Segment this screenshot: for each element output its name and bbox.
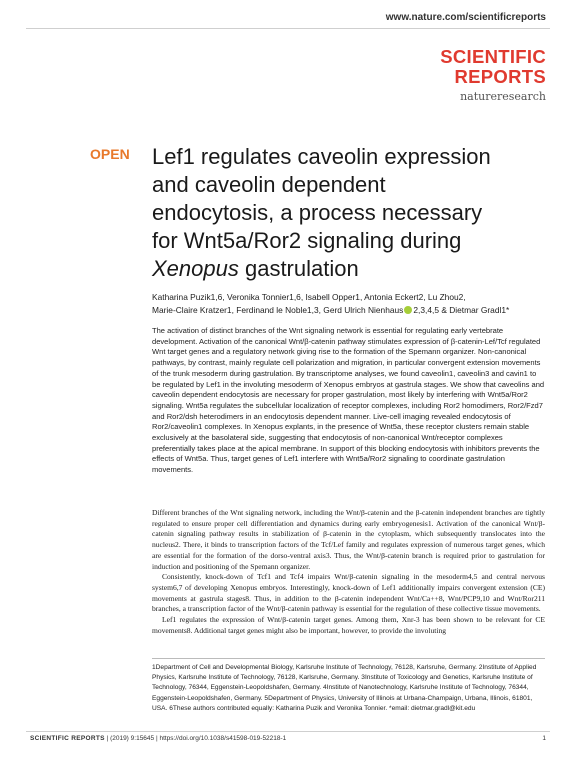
header-divider (26, 28, 550, 29)
main-text (152, 508, 545, 636)
logo-line-reports: REPORTS (454, 65, 546, 87)
authors-line: 2,3,4,5 & Dietmar Gradl1* (413, 305, 510, 315)
open-access-badge: OPEN (90, 146, 130, 162)
journal-logo (440, 48, 546, 102)
article-title (152, 143, 552, 283)
title-line: Lef1 regulates caveolin expression (152, 144, 491, 169)
page-number: 1 (542, 735, 546, 742)
footer-divider (26, 731, 550, 732)
body-paragraph: Consistently, knock-down of Tcf1 and Tcf4 impairs Wnt/β-catenin signaling in the mesoderm4,5 and central nervous system6,7 of developing Xenopus embryos. Interestingly, knock-down of Lef1 additionally impairs convergent extension (CE) movements at gastrula stages8. Thus, in addition to the β-catenin independent Wnt/Ca++8, Wnt/PCP9,10 and Wnt/Ror211 branches, a transcription factor of the Wnt/β-catenin pathway is essential for the regulation of these collective tissue movements. (152, 572, 545, 614)
affiliations: 1Department of Cell and Developmental Biology, Karlsruhe Institute of Technology, 76128, Karlsruhe, Germany. 2Institute of Applied Physics, Karlsruhe Institute of Technology, 76128, Karlsruhe, Germany. 3Institute of Toxicology and Genetics, Karlsruhe Institute of Technology, 76344, Eggenstein-Leopoldshafen, Germany. 4Institute of Nanotechnology, Karlsruhe Institute of Technology, 76344, Eggenstein-Leopoldshafen, Germany. 5Department of Physics, University of Illinois at Urbana-Champaign, Urbana, Illinois, 61801, USA. 6These authors contributed equally: Katharina Puzik and Veronika Tonnier. *email: dietmar.gradl@kit.edu (152, 664, 537, 712)
orcid-icon[interactable] (404, 306, 412, 314)
header-bar (0, 0, 576, 30)
footer-separator: | (104, 735, 111, 742)
footer-journal: SCIENTIFIC REPORTS (30, 735, 105, 742)
body-paragraph: Lef1 regulates the expression of Wnt/β-catenin target genes. Among them, Xnr-3 has been shown to be relevant for CE movements8. Additional target genes might also be important, however, to provide the involuting (152, 615, 545, 635)
author-list (152, 291, 547, 317)
title-species: Xenopus (152, 256, 239, 281)
footer-doi[interactable]: | https://doi.org/10.1038/s41598-019-52218-1 (154, 735, 287, 742)
footer-citation (30, 735, 286, 742)
title-line: gastrulation (238, 256, 359, 281)
title-line: for Wnt5a/Ror2 signaling during (152, 228, 462, 253)
authors-line: Marie-Claire Kratzer1, Ferdinand le Noble1,3, Gerd Ulrich Nienhaus (152, 305, 404, 315)
title-line: endocytosis, a process necessary (152, 200, 483, 225)
title-line: and caveolin dependent (152, 172, 386, 197)
authors-line: Katharina Puzik1,6, Veronika Tonnier1,6, Isabell Opper1, Antonia Eckert2, Lu Zhou2, (152, 292, 466, 302)
footer-volume: (2019) 9:15645 (110, 735, 155, 742)
journal-url[interactable]: www.nature.com/scientificreports (385, 12, 546, 23)
logo-line-publisher: natureresearch (460, 90, 546, 103)
logo-line-scientific: SCIENTIFIC (440, 46, 546, 67)
body-paragraph: Different branches of the Wnt signaling network, including the Wnt/β-catenin and the β-catenin independent branches are tightly regulated to ensure proper cell differentiation and dynamics during early embryogenesis1. Activation of the canonical Wnt/β-catenin signaling pathway results in stabilization of β-catenin in the cytoplasm, which subsequently translocates into the nucleus2. There, it binds to transcription factors of the Tcf/Lef family and regulates expression of numerous target genes, which are essential for the formation of the dorso-ventral axis3. Thus, the Wnt/β-catenin branch is required prior to gastrulation for induction and positioning of the Spemann organizer. (152, 508, 545, 571)
affiliations-divider (152, 658, 545, 659)
abstract: The activation of distinct branches of the Wnt signaling network is essential for regulating early vertebrate development. Activation of the canonical Wnt/β-catenin pathway stimulates expression of β-catenin-Lef/Tcf regulated Wnt target genes and a regulatory network giving rise to the formation of the Spemann organizer. Non-canonical pathways, by contrast, mainly regulate cell polarization and migration, in particular convergent extension movements of the trunk mesoderm during gastrulation. By transcriptome analyses, we found caveolin1, caveolin3 and cavin1 to be regulated by Lef1 in the involuting mesoderm of Xenopus embryos at gastrula stages. We show that caveolins and caveolin dependent endocytosis are necessary for proper gastrulation, most likely by interfering with Wnt5a/Ror2 signaling. Wnt5a regulates the subcellular localization of receptor complexes, including Ror2 homodimers, Ror2/Fzd7 and Ror2/dsh heterodimers in an endocytosis dependent manner. Live-cell imaging revealed endocytosis of Ror2/caveolin1 complexes. In Xenopus explants, in the presence of Wnt5a, these receptor clusters remain stable exclusively at the basolateral side, suggesting that endocytosis of non-canonical Wnt/receptor complexes preferentially takes place at the apical membrane. In support of this blocking endocytosis with inhibitors prevents the effects of Wnt5a. Thus, target genes of Lef1 interfere with Wnt5a/Ror2 signaling to coordinate gastrulation movements. (152, 326, 545, 475)
